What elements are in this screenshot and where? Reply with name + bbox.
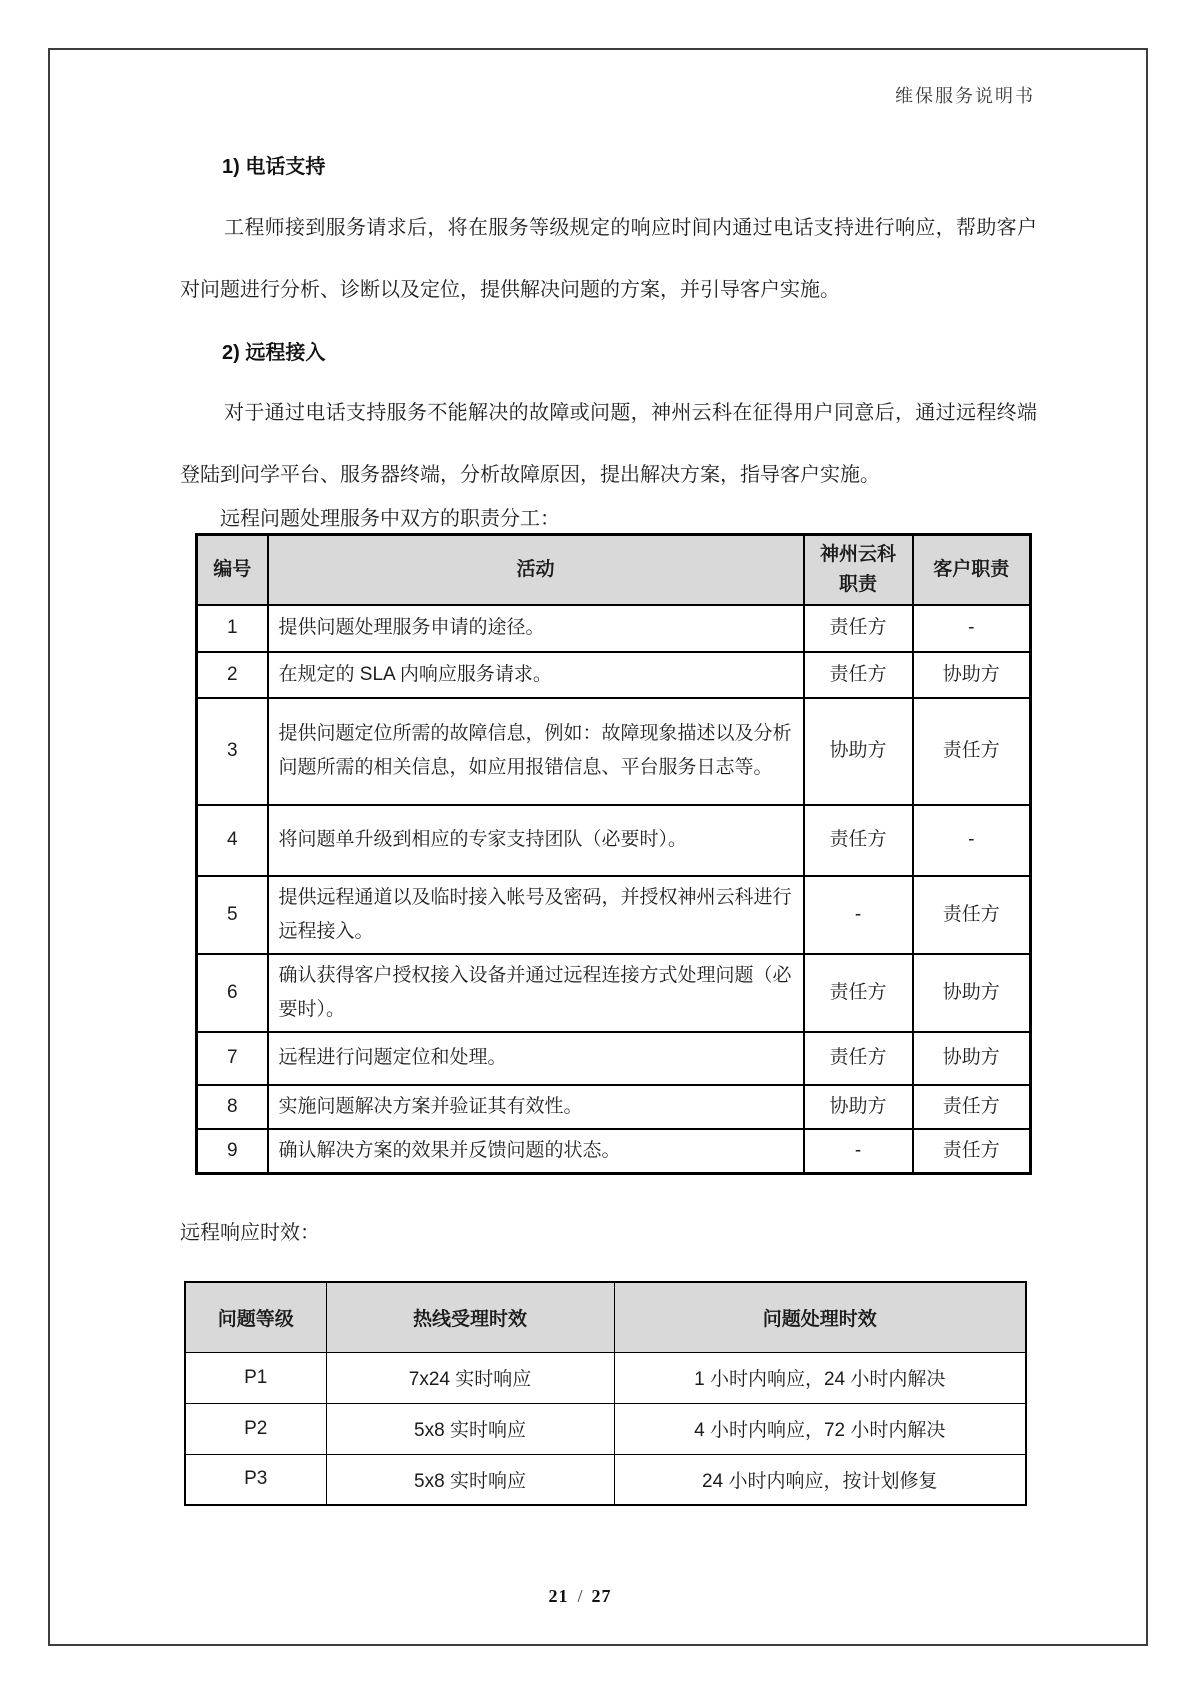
- dck-duty-cell: 责任方: [804, 605, 913, 652]
- duty-table-row: [197, 876, 1031, 954]
- level-cell: P2: [185, 1403, 326, 1454]
- duty-table-row: [197, 605, 1031, 652]
- activity-cell: 将问题单升级到相应的专家支持团队（必要时）。: [268, 805, 804, 876]
- duty-header-no: 编号: [197, 535, 268, 605]
- duty-table-header-row: [197, 535, 1031, 605]
- activity-cell: 提供问题处理服务申请的途径。: [268, 605, 804, 652]
- activity-cell: 实施问题解决方案并验证其有效性。: [268, 1085, 804, 1129]
- activity-cell: 在规定的 SLA 内响应服务请求。: [268, 652, 804, 698]
- duty-table-row: [197, 1129, 1031, 1174]
- row-no-cell: 9: [197, 1129, 268, 1174]
- dck-duty-cell: -: [804, 1129, 913, 1174]
- duty-header-activity: 活动: [268, 535, 804, 605]
- page-number-separator: /: [577, 1586, 583, 1606]
- dck-duty-cell: 责任方: [804, 652, 913, 698]
- activity-cell: 提供问题定位所需的故障信息，例如：故障现象描述以及分析问题所需的相关信息，如应用报错信息、平台服务日志等。: [268, 698, 804, 805]
- section-1-paragraph: 工程师接到服务请求后，将在服务等级规定的响应时间内通过电话支持进行响应，帮助客户对问题进行分析、诊断以及定位，提供解决问题的方案，并引导客户实施。: [180, 217, 1037, 301]
- customer-duty-cell: 责任方: [913, 1085, 1031, 1129]
- duty-table-row: [197, 805, 1031, 876]
- activity-cell: 远程进行问题定位和处理。: [268, 1032, 804, 1085]
- hotline-cell: 7x24 实时响应: [326, 1352, 614, 1403]
- section-1-heading: 1) 电话支持: [222, 156, 326, 178]
- customer-duty-cell: 责任方: [913, 876, 1031, 954]
- row-no-cell: 7: [197, 1032, 268, 1085]
- customer-duty-cell: -: [913, 605, 1031, 652]
- level-cell: P1: [185, 1352, 326, 1403]
- duty-division-table: [195, 533, 1032, 1175]
- dck-duty-cell: -: [804, 876, 913, 954]
- dck-duty-cell: 责任方: [804, 1032, 913, 1085]
- activity-cell: 确认获得客户授权接入设备并通过远程连接方式处理问题（必要时）。: [268, 954, 804, 1032]
- page-number-total: 27: [591, 1586, 612, 1606]
- activity-cell: 确认解决方案的效果并反馈问题的状态。: [268, 1129, 804, 1174]
- dck-duty-cell: 责任方: [804, 954, 913, 1032]
- row-no-cell: 1: [197, 605, 268, 652]
- handling-cell: 4 小时内响应，72 小时内解决: [614, 1403, 1026, 1454]
- hotline-cell: 5x8 实时响应: [326, 1403, 614, 1454]
- customer-duty-cell: 协助方: [913, 652, 1031, 698]
- customer-duty-cell: 协助方: [913, 954, 1031, 1032]
- sla-table-row: [185, 1352, 1026, 1403]
- handling-cell: 1 小时内响应，24 小时内解决: [614, 1352, 1026, 1403]
- level-cell: P3: [185, 1454, 326, 1505]
- section-2-paragraph: 对于通过电话支持服务不能解决的故障或问题，神州云科在征得用户同意后，通过远程终端登陆到问学平台、服务器终端，分析故障原因，提出解决方案，指导客户实施。: [180, 402, 1037, 486]
- sla-header-handling: 问题处理时效: [614, 1282, 1026, 1352]
- page-number-current: 21: [548, 1586, 569, 1606]
- dck-duty-cell: 协助方: [804, 698, 913, 805]
- row-no-cell: 4: [197, 805, 268, 876]
- sla-header-level: 问题等级: [185, 1282, 326, 1352]
- handling-cell: 24 小时内响应，按计划修复: [614, 1454, 1026, 1505]
- sla-table-header-row: [185, 1282, 1026, 1352]
- customer-duty-cell: 协助方: [913, 1032, 1031, 1085]
- sla-table-row: [185, 1454, 1026, 1505]
- duty-header-dck-duty: 神州云科职责: [804, 535, 913, 605]
- duty-header-customer-duty: 客户职责: [913, 535, 1031, 605]
- duty-table-row: [197, 1085, 1031, 1129]
- duty-table-row: [197, 652, 1031, 698]
- duty-table-intro-line: 远程问题处理服务中双方的职责分工：: [220, 508, 560, 530]
- duty-table-row: [197, 698, 1031, 805]
- row-no-cell: 6: [197, 954, 268, 1032]
- sla-section-label: 远程响应时效：: [180, 1222, 320, 1244]
- customer-duty-cell: -: [913, 805, 1031, 876]
- duty-table-row: [197, 1032, 1031, 1085]
- page-number: [0, 1586, 1160, 1607]
- row-no-cell: 2: [197, 652, 268, 698]
- duty-table-row: [197, 954, 1031, 1032]
- sla-header-hotline: 热线受理时效: [326, 1282, 614, 1352]
- dck-duty-cell: 协助方: [804, 1085, 913, 1129]
- customer-duty-cell: 责任方: [913, 1129, 1031, 1174]
- row-no-cell: 5: [197, 876, 268, 954]
- row-no-cell: 8: [197, 1085, 268, 1129]
- dck-duty-cell: 责任方: [804, 805, 913, 876]
- hotline-cell: 5x8 实时响应: [326, 1454, 614, 1505]
- document-header-title: 维保服务说明书: [895, 86, 1035, 106]
- customer-duty-cell: 责任方: [913, 698, 1031, 805]
- sla-response-table: [184, 1281, 1027, 1506]
- row-no-cell: 3: [197, 698, 268, 805]
- sla-table-row: [185, 1403, 1026, 1454]
- activity-cell: 提供远程通道以及临时接入帐号及密码，并授权神州云科进行远程接入。: [268, 876, 804, 954]
- section-2-heading: 2) 远程接入: [222, 342, 326, 364]
